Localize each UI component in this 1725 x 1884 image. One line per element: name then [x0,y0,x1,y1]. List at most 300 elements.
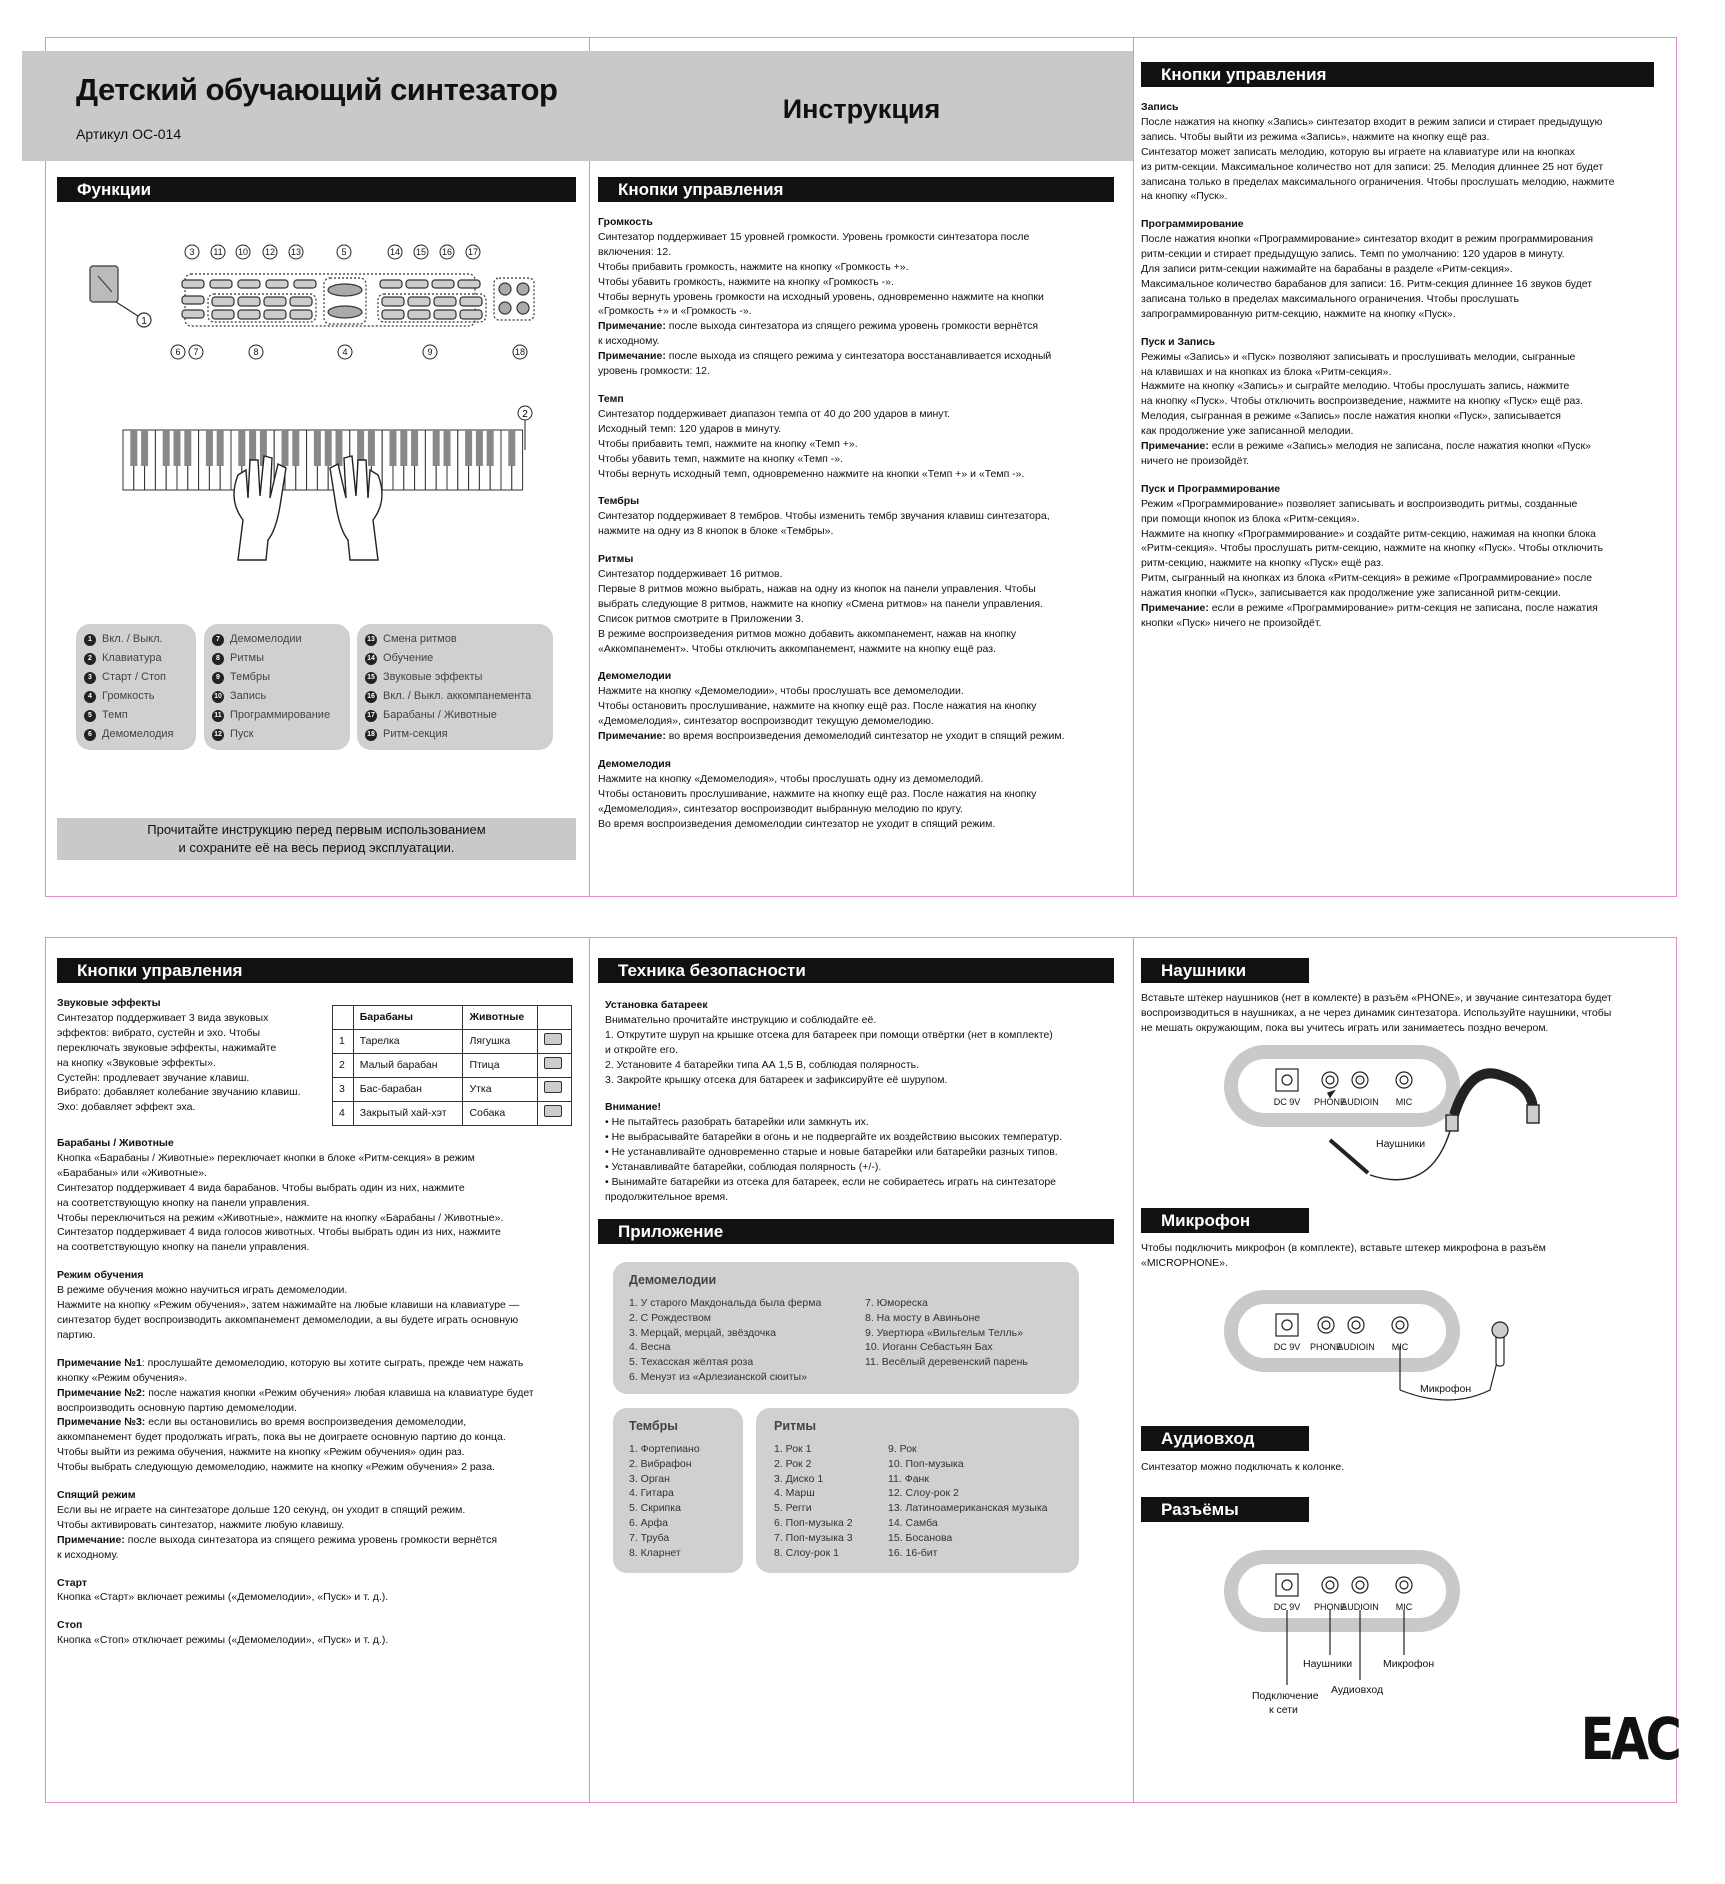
text-line [1141,115,1666,130]
line-text: Чтобы выйти из режима обучения, нажмите на кнопку «Режим обучения» один раз. [57,1446,465,1459]
animal-button-icon [544,1105,562,1117]
black-key [217,430,224,466]
line-text: ритм-секцию, нажмите на кнопку «Пуск» ещё раз. [1141,557,1384,570]
timbre-item: 3. Орган [629,1472,670,1485]
legend-label: Обучение [383,651,434,664]
drum-name: Бас-барабан [353,1078,463,1102]
table-head-animals: Животные [463,1006,537,1030]
black-key [314,430,321,466]
section-title: Пуск и Программирование [1141,482,1281,495]
timbre-item: 2. Вибрафон [629,1457,692,1470]
text-line [598,304,1123,319]
text-line [57,1151,582,1166]
line-text: нажатия кнопки «Пуск», записывается как продолжение уже записанной ритм-секции. [1141,587,1561,600]
line-text: синтезатор будет воспроизводить аккомпанемент демомелодии, а вы будете играть основную [57,1313,519,1326]
demo-item: 9. Увертюра «Вильгельм Телль» [865,1326,1023,1339]
legend-item [84,706,188,725]
jack-caption-aux: Аудиовход [1331,1684,1384,1696]
effects-line: Эхо: добавляет эффект эха. [57,1101,196,1114]
section-title: Тембры [598,495,640,508]
section-block [598,757,1123,832]
section-title: Темп [598,392,624,405]
text-line [57,1196,582,1211]
legend-label: Программирование [230,708,331,721]
legend-item [212,668,342,687]
jack-label: AUDIOIN [1341,1097,1379,1107]
legend-item [212,649,342,668]
warning-title: Внимание! [605,1101,661,1114]
legend-item [84,725,188,744]
line-text: ничего не произойдёт. [1141,454,1250,467]
animal-name: Лягушка [463,1030,537,1054]
line-text: на клавишах и на кнопках из блока «Ритм-секция». [1141,365,1392,378]
line-text: «Демомелодия», синтезатор воспроизводит текущую демомелодию. [598,715,934,728]
text-line [57,1298,582,1313]
line-text: После нажатия на кнопку «Запись» синтезатор входит в режим записи и стирает предыдущую [1141,115,1603,128]
section-block [598,215,1123,379]
timbres-box [613,1408,743,1573]
black-key [184,430,191,466]
black-key [325,430,332,466]
text-line [57,1503,582,1518]
text-line [598,729,1123,744]
line-text: как продолжение уже записанной мелодии. [1141,425,1354,438]
note-label: Примечание №3: [57,1416,146,1429]
line-text: Во время воспроизведения демомелодии синтезатор не уходит в спящий режим. [598,817,996,830]
legend-number: 10 [212,691,224,703]
line-text: нажмите на одну из 8 кнопок в блоке «Тембры». [598,525,834,538]
line-text: после выхода синтезатора из спящего режима уровень громкости вернётся [124,1533,498,1546]
line-text: Кнопка «Старт» включает режимы («Демомелодии», «Пуск» и т. д.). [57,1591,389,1604]
line-text: из ритм-секции. Максимальное количество нот для записи: 25. Мелодия длиннее 25 нот будет [1141,160,1604,173]
demo-item: 5. Техасская жёлтая роза [629,1356,754,1369]
demo-item: 6. Менуэт из «Арлезианской сюиты» [629,1371,807,1384]
line-text: Чтобы убавить темп, нажмите на кнопку «Темп -». [598,452,844,465]
legend-label: Демомелодии [230,632,302,645]
jack-caption-power-1: Подключение [1252,1690,1319,1702]
text-line [598,684,1123,699]
note-label: Примечание: [598,350,666,363]
top-fold-line-2 [1133,37,1134,897]
legend-number: 4 [84,691,96,703]
safety-header: Техника безопасности [598,958,1114,983]
section-block [598,669,1123,744]
legend-number: 7 [212,634,224,646]
text-line [598,349,1123,364]
warning-line: продолжительное время. [605,1190,729,1203]
jack-label: DC 9V [1273,1097,1301,1107]
text-line [1141,160,1666,175]
text-line [598,230,1123,245]
timbres-title: Тембры [629,1419,678,1433]
demo-title: Демомелодии [629,1273,717,1287]
line-text: Чтобы вернуть уровень громкости на исходный уровень, одновременно нажмите на кнопки [598,290,1044,303]
text-line [598,817,1123,832]
jack-label: MIC [1395,1602,1413,1612]
rhythm-item: 7. Поп-музыка 3 [774,1532,853,1545]
controls-body-3 [57,1136,582,1661]
legend-item [365,630,545,649]
section-block [598,392,1123,481]
demo-item: 7. Юмореска [865,1296,928,1309]
black-key [282,430,289,466]
legend-number: 3 [84,672,96,684]
legend-number: 6 [84,729,96,741]
timbre-item: 1. Фортепиано [629,1442,700,1455]
text-line [598,260,1123,275]
jack-label: PHONE [1309,1342,1343,1352]
battery-line: Внимательно прочитайте инструкцию и соблюдайте её. [605,1013,877,1026]
line-text: Если вы не играете на синтезаторе дольше 120 секунд, он уходит в спящий режим. [57,1503,466,1516]
section-title: Демомелодия [598,758,671,770]
rhythm-item: 5. Регги [774,1502,812,1515]
line-text: на соответствующую кнопку на панели управления. [57,1241,310,1254]
rhythm-item: 16. 16-бит [888,1547,938,1560]
cover-article: Артикул OC-014 [76,126,182,142]
text-line [1141,586,1666,601]
legend-label: Ритмы [230,651,264,664]
line-text: После нажатия кнопки «Программирование» синтезатор входит в режим программирования [1141,233,1594,246]
jack-caption-phones: Наушники [1303,1658,1353,1670]
text-line [1141,379,1666,394]
text-line [598,787,1123,802]
controls-header-3: Кнопки управления [57,958,573,983]
line-text: если вы остановились во время воспроизведения демомелодии, [145,1416,467,1429]
line-text: Нажмите на кнопку «Демомелодия», чтобы прослушать одну из демомелодий. [598,772,984,785]
section-title: Стоп [57,1619,83,1632]
line-text: Синтезатор поддерживает 15 уровней громкости. Уровень громкости синтезатора после [598,230,1030,243]
text-line [57,1283,582,1298]
animal-icon-cell [537,1102,571,1126]
line-text: воспроизводить основную партию демомелодии. [57,1401,297,1414]
line-text: Кнопка «Стоп» отключает режимы («Демомелодии», «Пуск» и т. д.). [57,1634,389,1647]
callout-number: 11 [213,247,223,257]
section-title: Запись [1141,101,1179,113]
line-text: Чтобы вернуть исходный темп, одновременно нажмите на кнопки «Темп +» и «Темп -». [598,467,1025,480]
headphones-diagram [1200,1045,1560,1195]
jack-label: AUDIOIN [1337,1342,1375,1352]
table-head-empty [333,1006,354,1030]
text-line [598,612,1123,627]
bottom-fold-line-2 [1133,937,1134,1803]
callout-number: 7 [193,347,199,357]
line-text: Синтезатор поддерживает диапазон темпа от 40 до 200 ударов в минут. [598,407,951,420]
black-key [444,430,451,466]
headphones-text [1141,991,1666,1036]
effects-block [57,996,337,1115]
rhythm-item: 15. Босанова [888,1532,953,1545]
line-text: запись. Чтобы выйти из режима «Запись», нажмите на кнопку ещё раз. [1141,130,1490,143]
mic-header: Микрофон [1141,1208,1309,1233]
text-line [598,422,1123,437]
animal-icon-cell [537,1054,571,1078]
line-text: после выхода синтезатора из спящего режима уровень громкости вернётся [665,320,1039,333]
legend-label: Темп [102,708,128,721]
controls-body-1 [598,215,1123,845]
text-line [598,334,1123,349]
text-line [598,452,1123,467]
section-title: Старт [57,1576,87,1589]
line-text: кнопки «Пуск» ничего не произойдёт. [1141,617,1322,629]
jack-label: DC 9V [1273,1342,1301,1352]
callout-number: 17 [467,247,479,257]
jack-label: MIC [1391,1342,1409,1352]
rhythms-title: Ритмы [774,1419,817,1433]
safety-body [605,998,1125,1205]
line-text: к исходному. [57,1548,119,1561]
text-line [598,275,1123,290]
legend-item [365,687,545,706]
text-line [57,1313,582,1328]
text-line [1141,424,1666,439]
mic-text [1141,1241,1666,1271]
read-notice-band [57,818,576,860]
text-line [1141,247,1666,262]
text-line [598,245,1123,260]
text-line [598,290,1123,305]
line-text: «Ритм-секция». Чтобы прослушать ритм-секцию, нажмите на кнопку «Пуск». Чтобы отключить [1141,542,1603,555]
section-block [598,552,1123,656]
line-text: включения: 12. [598,245,672,258]
rhythm-item: 4. Марш [774,1487,815,1500]
effects-title: Звуковые эффекты [57,997,161,1009]
appendix-header: Приложение [598,1219,1114,1244]
rhythm-item: 14. Самба [888,1517,938,1530]
legend-number: 9 [212,672,224,684]
legend-number: 14 [365,653,377,665]
black-key [163,430,170,466]
text-line [57,1328,582,1343]
line-text: записана только в пределах максимального ограничения. Чтобы прослушать [1141,292,1519,305]
row-number: 4 [333,1102,354,1126]
warning-line: • Не пытайтесь разобрать батарейки или замкнуть их. [605,1116,869,1129]
controls-header-2: Кнопки управления [1141,62,1654,87]
legend-number: 2 [84,653,96,665]
section-block [57,1576,582,1606]
row-number: 2 [333,1054,354,1078]
line-text: Режимы «Запись» и «Пуск» позволяют записывать и прослушивать мелодии, сыгранные [1141,350,1576,363]
line-text: записана только в пределах максимального ограничения. Чтобы прослушать мелодию, нажмите [1141,175,1615,188]
text-line [1141,409,1666,424]
rhythm-item: 1. Рок 1 [774,1442,812,1455]
read-notice-line-1: Прочитайте инструкцию перед первым использованием [147,822,486,837]
text-line [57,1211,582,1226]
black-key [141,430,148,466]
rhythm-item: 9. Рок [888,1442,917,1455]
timbre-item: 6. Арфа [629,1517,668,1530]
legend-item [212,725,342,744]
headphones-line: не мешать окружающим, пока вы учитесь играть или занимаетесь поздно вечером. [1141,1021,1549,1034]
jacks-header: Разъёмы [1141,1497,1309,1522]
line-text: запрограммированную ритм-секцию, нажмите на кнопку «Пуск». [1141,307,1456,320]
black-key [368,430,375,466]
legend-label: Громкость [102,689,155,702]
legend-label: Демомелодия [102,727,174,740]
aux-header: Аудиовход [1141,1426,1309,1451]
animal-button-icon [544,1033,562,1045]
text-line [57,1445,582,1460]
black-key [206,430,213,466]
animal-name: Утка [463,1078,537,1102]
text-line [57,1548,582,1563]
cover-title: Детский обучающий синтезатор [76,72,558,107]
rhythm-item: 3. Диско 1 [774,1472,824,1485]
text-line [57,1371,582,1386]
line-text: при помощи кнопок из блока «Ритм-секция». [1141,512,1360,525]
line-text: после выхода из спящего режима у синтезатора восстанавливается исходный [665,350,1052,363]
text-line [1141,541,1666,556]
battery-line: 1. Открутите шуруп на крышке отсека для батареек при помощи отвёртки (нет в комплекте) [605,1028,1053,1041]
line-text: Синтезатор поддерживает 8 тембров. Чтобы изменить тембр звучания клавиш синтезатора, [598,510,1050,523]
callout-number: 5 [341,247,347,257]
battery-line: и откройте его. [605,1043,678,1056]
text-line [598,597,1123,612]
line-text: кнопку «Режим обучения». [57,1371,188,1384]
text-line [598,364,1123,379]
aux-text: Синтезатор можно подключать к колонке. [1141,1461,1345,1473]
controls-header-1: Кнопки управления [598,177,1114,202]
line-text: ритм-секции и стирает предыдущую запись. Темп по умолчанию: 120 ударов в минуту. [1141,248,1565,261]
line-text: Чтобы остановить прослушивание, нажмите на кнопку ещё раз. После нажатия на кнопку [598,700,1037,713]
section-title: Пуск и Запись [1141,335,1216,348]
effects-line: на кнопку «Звуковые эффекты». [57,1056,216,1069]
animal-name: Собака [463,1102,537,1126]
legend-number: 5 [84,710,96,722]
note-label: Примечание: [598,730,666,743]
legend-label: Запись [230,689,267,702]
black-key [508,430,515,466]
callout-number: 12 [264,247,276,257]
note-label: Примечание: [1141,440,1209,453]
line-text: партию. [57,1328,96,1341]
section-block [57,1488,582,1563]
demo-item: 11. Весёлый деревенский парень [865,1356,1028,1369]
demo-item: 4. Весна [629,1341,671,1354]
line-text: Чтобы переключиться на режим «Животные», нажмите на кнопку «Барабаны / Животные». [57,1211,504,1224]
keyboard-illustration [118,400,548,570]
line-text: Чтобы выбрать следующую демомелодию, нажмите на кнопку «Режим обучения» 2 раза. [57,1461,495,1474]
line-text: Кнопка «Барабаны / Животные» переключает кнопки в блоке «Ритм-секция» в режим [57,1151,475,1164]
callout-number: 13 [290,247,302,257]
microphone-icon [1492,1322,1508,1366]
text-line [1141,512,1666,527]
rhythm-item: 2. Рок 2 [774,1457,812,1470]
warning-line: • Вынимайте батарейки из отсека для батареек, если не собираетесь играть на синтезаторе [605,1175,1057,1188]
animal-icon-cell [537,1030,571,1054]
battery-line: 2. Установите 4 батарейки типа АА 1,5 В, соблюдая полярность. [605,1058,920,1071]
text-line [57,1240,582,1255]
legend-item [365,668,545,687]
mic-label: Микрофон [1420,1383,1472,1395]
line-text: на кнопку «Пуск». [1141,190,1228,203]
rhythm-item: 6. Поп-музыка 2 [774,1517,853,1530]
text-line [1141,232,1666,247]
legend-number: 15 [365,672,377,684]
table-head-drums: Барабаны [353,1006,463,1030]
functions-header: Функции [57,177,576,202]
rhythms-box [756,1408,1079,1573]
text-line [598,699,1123,714]
line-text: Чтобы остановить прослушивание, нажмите на кнопку ещё раз. После нажатия на кнопку [598,787,1037,800]
line-text: Чтобы активировать синтезатор, нажмите любую клавишу. [57,1518,345,1531]
legend-item [365,649,545,668]
jacks-diagram [1200,1550,1560,1720]
line-text: аккомпанемент будет продолжать играть, пока вы не доиграете основную партию до конца. [57,1431,506,1444]
text-line [57,1166,582,1181]
timbre-item: 8. Кларнет [629,1547,681,1560]
legend-number: 11 [212,710,224,722]
warning-line: • Не выбрасывайте батарейки в огонь и не подвергайте их воздействию высоких температур. [605,1131,1063,1144]
note-label: Примечание: [57,1533,125,1546]
animal-button-icon [544,1081,562,1093]
note-label: Примечание: [1141,602,1209,615]
battery-title: Установка батареек [605,999,708,1011]
line-text: если в режиме «Программирование» ритм-секция не записана, после нажатия [1208,602,1598,615]
legend-number: 12 [212,729,224,741]
legend-label: Старт / Стоп [102,670,166,683]
callout-number: 3 [189,247,195,257]
legend-label: Клавиатура [102,651,162,664]
animal-icon-cell [537,1078,571,1102]
legend-label: Ритм-секция [383,727,448,740]
text-line [57,1633,582,1648]
line-text: «Демомелодия», синтезатор воспроизводит выбранную мелодию по кругу. [598,802,963,815]
legend-item [84,687,188,706]
legend-box-2 [204,624,350,750]
warning-line: • Не устанавливайте одновременно старые и новые батарейки или батарейки разных типов. [605,1146,1058,1159]
line-text: «Барабаны» или «Животные». [57,1166,207,1179]
line-text: во время воспроизведения демомелодий синтезатор не уходит в спящий режим. [665,730,1065,743]
legend-number: 1 [84,634,96,646]
line-text: Чтобы прибавить громкость, нажмите на кнопку «Громкость +». [598,260,909,273]
demo-box [613,1262,1079,1394]
jack-label: PHONE [1313,1097,1347,1107]
section-block [57,1356,582,1475]
animal-button-icon [544,1057,562,1069]
row-number: 1 [333,1030,354,1054]
line-text: Синтезатор поддерживает 16 ритмов. [598,568,783,581]
demo-item: 8. На мосту в Авиньоне [865,1311,981,1324]
callout-number: 14 [389,247,401,257]
diagram-num-1: 1 [141,316,147,327]
drum-name: Тарелка [353,1030,463,1054]
text-line [57,1533,582,1548]
callout-number: 16 [441,247,453,257]
drum-name: Закрытый хай-хэт [353,1102,463,1126]
section-title: Спящий режим [57,1489,136,1502]
control-panel-diagram [80,240,550,370]
section-block [57,1136,582,1255]
rhythm-item: 8. Слоу-рок 1 [774,1547,839,1560]
table-row [333,1078,572,1102]
line-text: Чтобы прибавить темп, нажмите на кнопку «Темп +». [598,437,858,450]
controls-body-2 [1141,100,1666,644]
headphones-label: Наушники [1376,1138,1426,1150]
headphones-line: воспроизводиться в наушниках, а не через динамик синтезатора. Используйте наушники, чтобы [1141,1006,1612,1019]
timbre-item: 5. Скрипка [629,1502,681,1515]
legend-box-3 [357,624,553,750]
section-title: Ритмы [598,553,634,566]
section-block [1141,100,1666,204]
line-text: Первые 8 ритмов можно выбрать, нажав на одну из кнопок на панели управления. Чтобы [598,582,1036,595]
line-text: к исходному. [598,335,660,348]
timbre-item: 4. Гитара [629,1487,674,1500]
text-line [598,642,1123,657]
callout-number: 9 [427,347,433,357]
text-line [598,509,1123,524]
legend-number: 16 [365,691,377,703]
text-line [1141,145,1666,160]
